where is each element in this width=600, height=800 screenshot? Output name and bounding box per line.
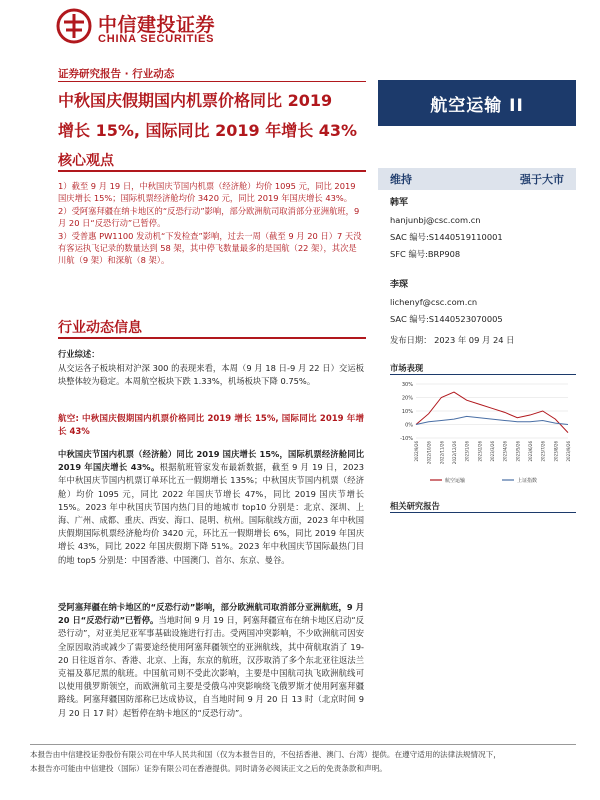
overview-label: 行业综述： (58, 349, 100, 359)
rating-label: 维持 (390, 173, 412, 186)
logo-chinese: 中信建投证券 (98, 14, 216, 36)
market-chart (390, 378, 576, 488)
news-heading: 行业动态信息 (58, 320, 142, 336)
footer-line-1: 本报告由中信建投证券股份有限公司在中华人民共和国（仅为本报告目的，不包括香港、澳门、台湾）提供。在遵守适用的法律法规情况下， (30, 750, 501, 759)
analyst-email: hanjunbj@csc.com.cn (390, 215, 481, 225)
report-type-divider (58, 81, 366, 82)
industry-label: 航空运输 II (378, 80, 576, 126)
core-points (58, 180, 364, 267)
rating-box (378, 168, 576, 190)
chart-x-tick: 2023/4/26 (502, 441, 508, 462)
core-heading: 核心观点 (58, 153, 114, 169)
footer-line-2: 本报告亦可能由中信建投（国际）证券有限公司在香港提供。同时请务必阅读正文之后的免责条款和声明。 (30, 764, 387, 773)
title-line-2: 增长 15%, 国际同比 2019 年增长 43% (58, 121, 358, 140)
chart-y-tick: 10% (401, 409, 413, 415)
logo-icon (56, 8, 92, 44)
chart-x-tick: 2023/8/26 (553, 441, 559, 462)
chart-x-tick: 2023/2/26 (477, 441, 483, 462)
chart-x-tick: 2022/12/26 (452, 441, 457, 465)
market-heading: 市场表现 (390, 363, 424, 373)
chart-x-tick: 2023/9/26 (566, 441, 571, 462)
chart-y-tick: -10% (400, 436, 413, 442)
core-point: 2）受阿塞拜疆在纳卡地区的“反恐行动”影响，部分欧洲航司取消部分亚洲航班，9 月 20 日“反恐行动”已暂停。 (58, 205, 360, 229)
paragraph-1-body: 根据航班管家发布最新数据，截至 9 月 19 日，2023 年中秋国庆节国内机票订单环比五一假期增长 135%；中秋国庆节国内机票（经济舱）均价 1095 元，同比 2022 年国庆节增长 47%，同比 2019 国庆节增长 15%。2023 年中秋国庆节国内热门目的地城市 top10 分别是：北京、深圳、上海、广州、成都、重庆、西安、海口、昆明、杭州。国际航线方面，2023 年中秋国庆假期国际机票经济舱均价 3420 元，环比五一假期增长 6%，同比 2019 年国庆增长 43%，同比 2022 年国庆假期下降 51%。2023 年中秋国庆节国际最热门目的地 top5 分别是：中国香港、中国澳门、首尔、东京、曼谷。 (58, 462, 364, 565)
analyst-sac: SAC 编号:S1440523070005 (390, 314, 503, 324)
report-title (58, 86, 373, 146)
publish-date: 发布日期： 2023 年 09 月 24 日 (390, 335, 515, 345)
paragraph-2 (58, 601, 364, 720)
related-divider (390, 512, 576, 513)
chart-legend-label: 上证指数 (517, 478, 538, 484)
sub-heading: 航空: 中秋国庆假期国内机票价格同比 2019 增长 15%, 国际同比 2019 年增长 43% (58, 414, 364, 438)
related-heading: 相关研究报告 (390, 501, 440, 511)
chart-x-tick: 2023/7/26 (540, 441, 546, 462)
core-point: 1）截至 9 月 19 日，中秋国庆节国内机票（经济舱）均价 1095 元，同比 2019 国庆增长 15%；国际机票经济舱均价 3420 元，同比 2019 年国庆增长 43%。 (58, 181, 356, 204)
chart-series-line (416, 416, 568, 424)
logo-english: CHINA SECURITIES (98, 33, 215, 45)
chart-x-tick: 2023/6/26 (528, 441, 533, 462)
core-divider (58, 170, 366, 172)
rating-value: 强于大市 (520, 173, 564, 186)
paragraph-1 (58, 448, 364, 567)
market-divider (390, 374, 576, 375)
analyst-name: 李琛 (390, 280, 409, 290)
chart-x-tick: 2022/11/26 (439, 441, 445, 465)
analyst-name: 韩军 (390, 198, 409, 208)
chart-x-tick: 2023/3/26 (490, 441, 495, 462)
chart-x-tick: 2023/1/26 (464, 441, 470, 462)
overview-text: 从交运各子板块相对沪深 300 的表现来看，本周（9 月 18 日-9 月 22 日）交运板块整体较为稳定。本周航空板块下跌 1.33%，机场板块下降 0.75%。 (58, 363, 364, 387)
report-type: 证券研究报告 · 行业动态 (58, 68, 175, 80)
analyst-card (390, 196, 503, 261)
paragraph-1-lead: 中秋国庆节国内机票（经济舱）同比 2019 国庆增长 15%，国际机票经济舱同比 2019 年国庆增长 43%。 (58, 449, 364, 473)
footer-disclaimer (30, 748, 590, 776)
chart-x-tick: 2023/5/26 (515, 441, 521, 462)
chart-y-tick: 30% (401, 382, 413, 388)
analyst-email: lichenyf@csc.com.cn (390, 297, 478, 307)
analyst-card (390, 278, 503, 326)
paragraph-2-lead: 受阿塞拜疆在纳卡地区的“反恐行动”影响，部分欧洲航司取消部分亚洲航班，9 月 20 日“反恐行动”已暂停。 (58, 602, 364, 626)
analyst-sac: SAC 编号:S1440519110001 (390, 232, 503, 242)
news-divider (58, 337, 366, 339)
chart-y-tick: 0% (405, 422, 413, 429)
chart-legend-label: 航空运输 (445, 478, 466, 484)
chart-y-tick: 20% (401, 395, 413, 402)
footer-divider (30, 744, 576, 745)
chart-x-tick: 2022/9/26 (414, 441, 419, 462)
title-line-1: 中秋国庆假期国内机票价格同比 2019 (58, 91, 333, 110)
analyst-sfc: SFC 编号:BRP908 (390, 249, 461, 259)
paragraph-2-body: 当地时间 9 月 19 日，阿塞拜疆宣布在纳卡地区启动“反恐行动”，对亚美尼亚军事基础设施进行打击。受两国冲突影响，不少欧洲航司因安全原因取消或减少了需要途经使用阿塞拜疆领空的亚洲航线，其中荷航取消了 19-20 日往返首尔、香港、北京、上海，东京的航班，汉莎取消了多个东北亚往返法兰克福及慕尼黑的航班。中国航司则不受此次影响，主要是中国航司执飞欧洲航线可以使用俄罗斯领空，而欧洲航司主要是受俄乌冲突影响绕飞俄罗斯才使用阿塞拜疆路线。阿塞拜疆国防部称已达成协议，自当地时间 9 月 20 日 13 时（北京时间 9 月 20 日 17 时）起暂停在纳卡地区的“反恐行动”。 (58, 615, 364, 718)
chart-x-tick: 2022/10/26 (426, 441, 432, 465)
core-point: 3）受普惠 PW1100 发动机“下发检查”影响，过去一周（截至 9 月 20 日）7 天没有客运执飞记录的数量达到 58 架，其中停飞数量最多的是国航（22 架），其次是川航（9 架）和深航（8 架）。 (58, 230, 362, 266)
chart-series-line (416, 392, 568, 433)
